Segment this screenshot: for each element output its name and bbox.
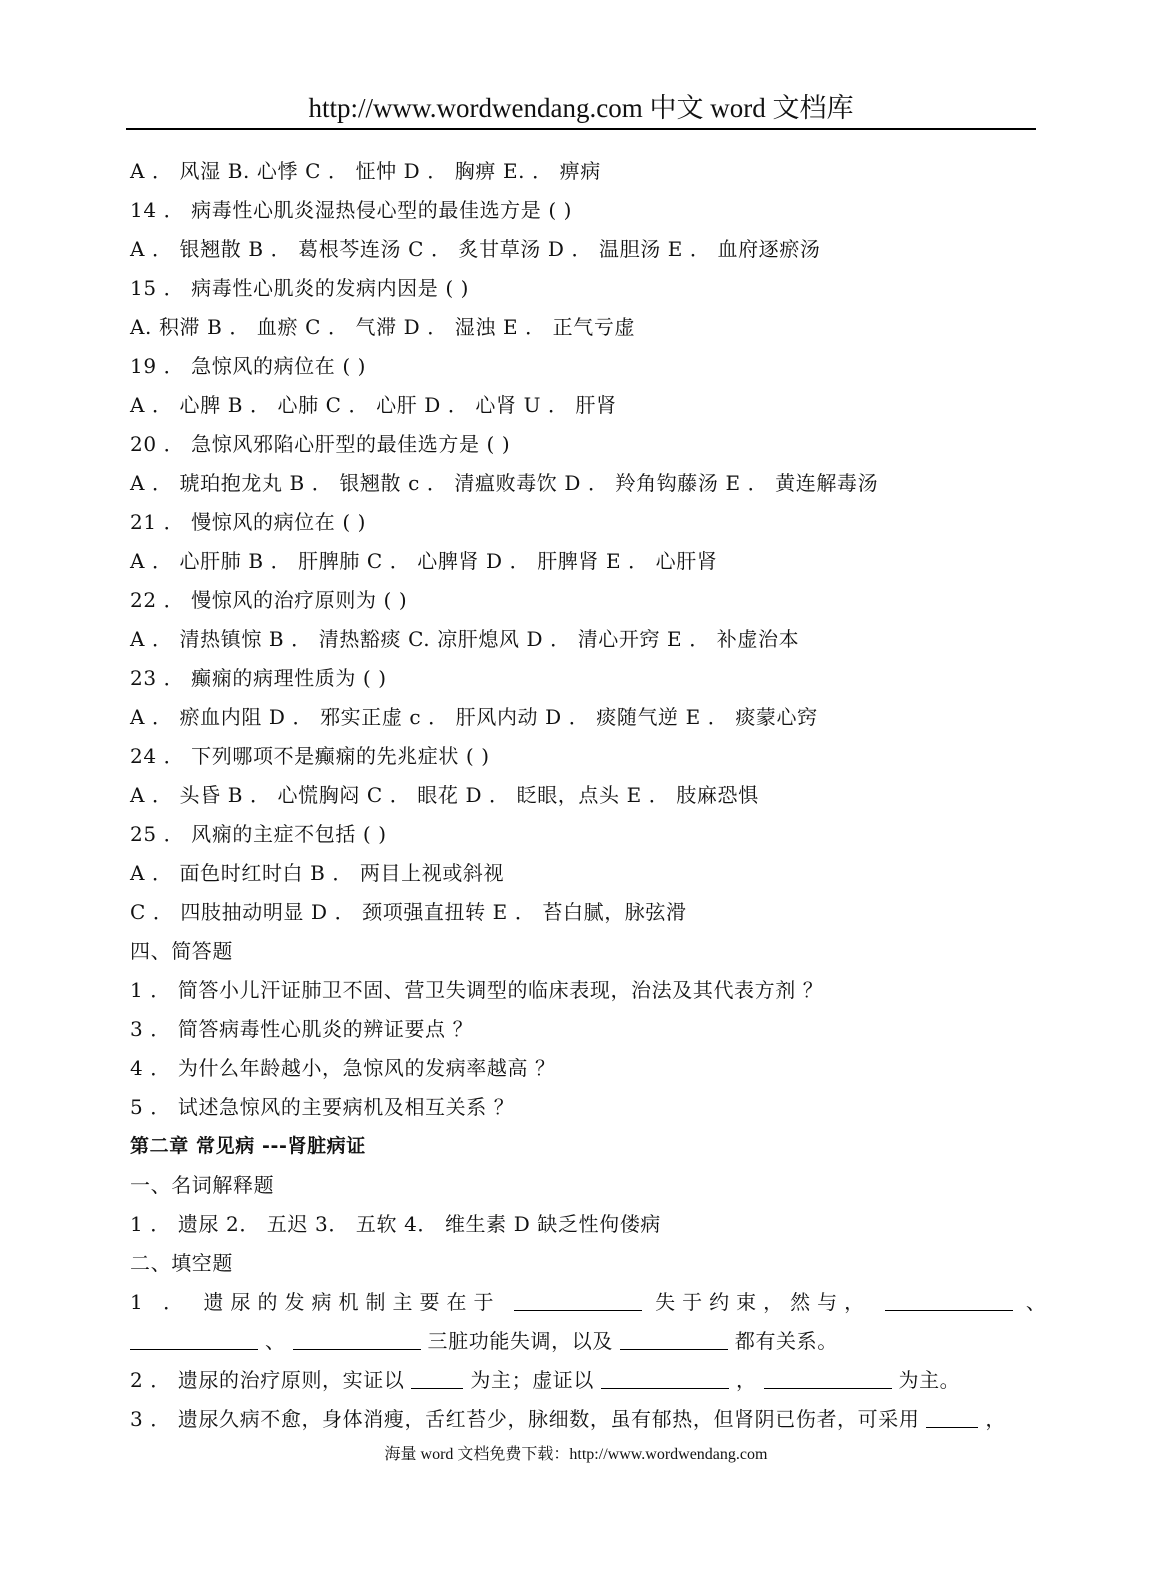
question-line: C ． 四肢抽动明显 D ． 颈项强直扭转 E ． 苔白腻，脉弦滑 [130, 900, 687, 924]
q2-text-c: ， [735, 1368, 757, 1392]
blank-field [764, 1370, 892, 1389]
question-line: A ． 心肝肺 B ． 肝脾肺 C ． 心脾肾 D ． 肝脾肾 E ． 心肝肾 [130, 549, 718, 573]
question-line: 1 ． 简答小儿汗证肺卫不固、营卫失调型的临床表现，治法及其代表方剂 ？ [130, 978, 824, 1002]
question-line: A ． 银翘散 B ． 葛根芩连汤 C ． 炙甘草汤 D ． 温胆汤 E ． 血府逐瘀汤 [130, 237, 821, 261]
question-line: 20 ． 急惊风邪陷心肝型的最佳选方是 ( ) [130, 432, 511, 456]
page-header: http://www.wordwendang.com 中文 word 文档库 [126, 88, 1036, 130]
question-line: A ． 风湿 B. 心悸 C ． 怔忡 D ． 胸痹 E. ． 痹病 [130, 159, 601, 183]
question-line: 14 ． 病毒性心肌炎湿热侵心型的最佳选方是 ( ) [130, 198, 573, 222]
q1-text-b: 失于约束，然与， [655, 1290, 872, 1314]
fill-question-2 [130, 1361, 1040, 1400]
question-line: 23 ． 癫痫的病理性质为 ( ) [130, 666, 387, 690]
document-body [130, 152, 1053, 1439]
blank-field [293, 1331, 421, 1350]
q3-text-a: 3 ． 遗尿久病不愈，身体消瘦，舌红苔少，脉细数，虽有郁热，但肾阴已伤者，可采用 [130, 1407, 920, 1431]
section-heading: 二、填空题 [130, 1251, 233, 1275]
blank-field [130, 1331, 258, 1350]
question-line: 21 ． 慢惊风的病位在 ( ) [130, 510, 367, 534]
question-line: A. 积滞 B ． 血瘀 C ． 气滞 D ． 湿浊 E ． 正气亏虚 [130, 315, 636, 339]
question-line: 4 ． 为什么年龄越小，急惊风的发病率越高 ？ [130, 1056, 556, 1080]
blank-field [926, 1409, 978, 1428]
q1-text-e: 三脏功能失调，以及 [427, 1329, 613, 1353]
question-line: A ． 清热镇惊 B ． 清热豁痰 C. 凉肝熄风 D ． 清心开窍 E ． 补虚治本 [130, 627, 800, 651]
question-line: 25 ． 风痫的主症不包括 ( ) [130, 822, 387, 846]
page-footer: 海量 word 文档免费下载：http://www.wordwendang.com [384, 1446, 768, 1463]
q1-text-a: 1 ． 遗尿的发病机制主要在于 [130, 1290, 501, 1314]
question-line: 3 ． 简答病毒性心肌炎的辨证要点 ？ [130, 1017, 474, 1041]
q2-text-d: 为主。 [898, 1368, 961, 1392]
q1-text-c: 、 [1025, 1290, 1053, 1314]
terms-line: 1 ． 遗尿 2． 五迟 3． 五软 4． 维生素 D 缺乏性佝偻病 [130, 1212, 661, 1236]
question-line: A ． 头昏 B ． 心慌胸闷 C ． 眼花 D ． 眨眼，点头 E ． 肢麻恐惧 [130, 783, 759, 807]
blank-field [601, 1370, 729, 1389]
fill-question-1-cont [130, 1322, 1040, 1361]
question-line: A ． 面色时红时白 B ． 两目上视或斜视 [130, 861, 505, 885]
blank-field [885, 1292, 1013, 1311]
question-line: 24 ． 下列哪项不是癫痫的先兆症状 ( ) [130, 744, 490, 768]
question-line: A ． 琥珀抱龙丸 B ． 银翘散 c ． 清瘟败毒饮 D ． 羚角钩藤汤 E ． 黄连解毒汤 [130, 471, 879, 495]
chapter-heading: 第二章 常见病 ---肾脏病证 [130, 1135, 366, 1157]
q3-text-b: ， [985, 1407, 1006, 1431]
question-line: A ． 瘀血内阻 D ． 邪实正虚 c ． 肝风内动 D ． 痰随气逆 E ． 痰蒙心窍 [130, 705, 818, 729]
fill-question-3 [130, 1400, 1040, 1439]
blank-field [514, 1292, 642, 1311]
question-line: A ． 心脾 B ． 心肺 C ． 心肝 D ． 心肾 U ． 肝肾 [130, 393, 617, 417]
question-line: 22 ． 慢惊风的治疗原则为 ( ) [130, 588, 408, 612]
blank-field [620, 1331, 728, 1350]
q2-text-b: 为主；虚证以 [470, 1368, 594, 1392]
q1-text-f: 都有关系。 [734, 1329, 838, 1353]
question-line: 19 ． 急惊风的病位在 ( ) [130, 354, 367, 378]
section-heading: 一、名词解释题 [130, 1173, 275, 1197]
q1-text-d: 、 [264, 1329, 286, 1353]
question-line: 15 ． 病毒性心肌炎的发病内因是 ( ) [130, 276, 470, 300]
q2-text-a: 2 ． 遗尿的治疗原则，实证以 [130, 1368, 405, 1392]
fill-question-1 [130, 1283, 1053, 1322]
question-line: 5 ． 试述急惊风的主要病机及相互关系 ？ [130, 1095, 515, 1119]
blank-field [411, 1370, 463, 1389]
section-heading: 四、简答题 [130, 939, 233, 963]
